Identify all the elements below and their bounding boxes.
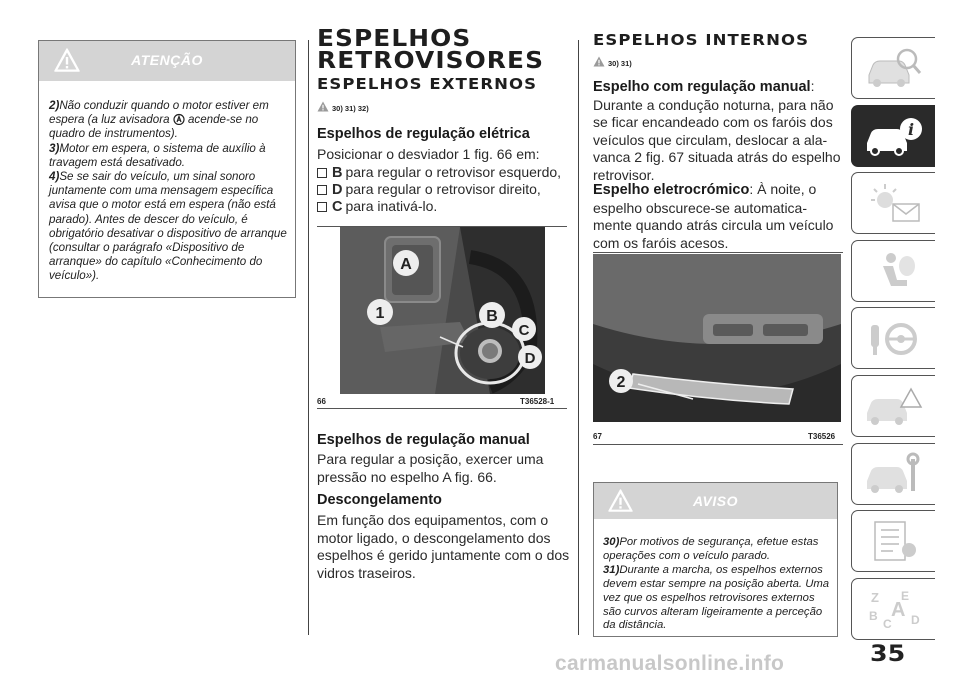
warning-header: [39, 41, 295, 81]
column-divider: [308, 40, 309, 635]
notice-text: [594, 519, 837, 633]
electric-mirrors-intro: Posicionar o desviador 1 fig. 66 em:: [317, 146, 540, 162]
internal-mirrors-title: ESPELHOS INTERNOS: [593, 31, 810, 49]
car-warning-triangle-icon: [863, 383, 925, 429]
svg-text:E: E: [900, 588, 909, 603]
warning-refs-text: 30) 31) 32): [332, 104, 369, 113]
figure-number: 66: [317, 397, 326, 406]
option-text: para inativá-lo.: [345, 198, 438, 214]
defrost-text: Em função dos equipamentos, com o motor ligado, o descongelamento dos espelhos é gerido juntamente com o dos vidros traseiros.: [317, 512, 570, 581]
manual-adjust-text: : Durante a condução noturna, para não se ficar encandeado com os faróis dos veículos que circulam, deslocar a ala-vanca 2 fig. 67 situada atrás do espelho retrovisor.: [593, 78, 841, 183]
alphabet-index-icon: [863, 586, 925, 632]
warning-item-text: acende-se no quadro de instrumentos).: [49, 113, 259, 141]
car-info-icon: [863, 113, 925, 159]
option-text: para regular o retrovisor esquerdo,: [345, 164, 562, 180]
tab-starting-driving[interactable]: [851, 307, 935, 369]
manual-mirrors-title: Espelhos de regulação manual: [317, 432, 530, 448]
tab-vehicle-knowledge[interactable]: [851, 37, 935, 99]
notice-item-number: 30): [603, 536, 620, 548]
checkbox-bullet-icon: [317, 202, 327, 212]
option-letter: D: [332, 182, 343, 198]
notice-header: [594, 483, 837, 519]
figure-number: 67: [593, 432, 602, 441]
option-item: [317, 164, 561, 181]
callout-label: A: [400, 256, 412, 273]
section-title: [317, 28, 544, 72]
svg-text:A: A: [890, 598, 905, 621]
warning-triangle-icon: [317, 101, 329, 112]
callout-label: B: [486, 308, 498, 325]
callout-label: 2: [616, 374, 626, 391]
watermark: carmanualsonline.info: [555, 652, 785, 675]
svg-text:Z: Z: [870, 589, 879, 605]
option-item: [317, 198, 437, 215]
notice-item-text: Por motivos de segurança, efetue estas operações com o veículo parado.: [603, 536, 819, 562]
tab-emergency[interactable]: [851, 375, 935, 437]
defrost-title: Descongelamento: [317, 492, 442, 508]
option-item: [317, 181, 541, 198]
warning-refs: [593, 56, 632, 68]
warning-light-mail-icon: [863, 180, 925, 226]
auto-stop-indicator-icon: [173, 113, 185, 125]
warning-refs-text: 30) 31): [608, 59, 632, 68]
notice-item: [603, 536, 831, 564]
car-wrench-icon: [863, 451, 925, 497]
notice-item: [603, 564, 831, 634]
figure-bottom-rule: [317, 408, 567, 409]
page-number: 35: [870, 642, 906, 667]
manual-mirrors-text: Para regular a posição, exercer uma pressão no espelho A fig. 66.: [317, 451, 544, 485]
option-letter: C: [332, 199, 343, 215]
chapter-tabs: [851, 37, 935, 645]
tab-safety[interactable]: [851, 240, 935, 302]
svg-text:i: i: [907, 119, 914, 139]
electric-mirrors-title: Espelhos de regulação elétrica: [317, 126, 530, 142]
callout-label: D: [524, 350, 536, 367]
warning-refs: [317, 101, 369, 113]
svg-text:B: B: [868, 608, 878, 623]
electrochromic-paragraph: [593, 181, 843, 252]
notice-item-number: 31): [603, 563, 620, 576]
notice-box: [593, 482, 838, 637]
warning-item-text: Motor em espera, o sistema de auxílio à travagem está desativado.: [49, 141, 266, 169]
airbag-seat-icon: [863, 248, 925, 294]
warning-item: [49, 99, 290, 142]
warning-item: [49, 142, 290, 170]
option-text: para regular o retrovisor direito,: [345, 181, 541, 197]
tab-maintenance[interactable]: [851, 443, 935, 505]
warning-item-number: 4): [49, 170, 60, 184]
warning-item-text: Se se sair do veículo, um sinal sonoro juntamente com uma mensagem específica avisa que o motor está em espera (não está parado). Antes de descer do veículo, é obrigatório desativar o dispositivo de arranque (consultar o parágrafo «Dispositivo de arranque» do capítulo «Conhecimento do veículo»).: [49, 170, 287, 283]
warning-item-number: 2): [49, 99, 60, 112]
option-letter: B: [332, 165, 343, 181]
warning-triangle-icon: [593, 56, 605, 67]
external-mirrors-title: ESPELHOS EXTERNOS: [317, 75, 538, 93]
electrochromic-label: Espelho eletrocrómico: [593, 182, 750, 198]
svg-text:D: D: [910, 612, 920, 627]
notice-title: AVISO: [692, 493, 739, 509]
warning-text: [39, 81, 295, 284]
car-search-icon: [863, 45, 925, 91]
figure-bottom-rule: [593, 444, 843, 445]
section-title-line: RETROVISORES: [317, 48, 545, 74]
tab-warning-lights[interactable]: [851, 172, 935, 234]
svg-text:C: C: [882, 616, 892, 631]
checkbox-bullet-icon: [317, 185, 327, 195]
figure-66-image: [340, 227, 545, 394]
tab-index[interactable]: [851, 578, 935, 640]
checklist-icon: [863, 518, 925, 564]
figure-code: T36528-1: [520, 397, 555, 406]
warning-item: [49, 170, 290, 284]
figure-top-rule: [593, 252, 843, 253]
figure-67-image: [593, 254, 841, 422]
section-title-line: ESPELHOS: [317, 26, 472, 52]
manual-adjust-label: Espelho com regulação manual: [593, 79, 811, 95]
tab-technical-data[interactable]: [851, 510, 935, 572]
key-steering-wheel-icon: [863, 315, 925, 361]
callout-label: C: [518, 322, 530, 339]
mirror-control-illustration: [340, 227, 545, 394]
rearview-mirror-illustration: [593, 254, 841, 422]
warning-box: [38, 40, 296, 298]
electrochromic-text: : À noite, o espelho obscurece-se automatica-mente quando atrás circula um veículo com os faróis acesos.: [593, 181, 834, 251]
tab-dashboard[interactable]: [851, 105, 935, 167]
notice-item-text: Durante a marcha, os espelhos externos devem estar sempre na posição aberta. Uma vez que os espelhos retrovisores externos são curvos alteram ligeiramente a perceção da distância.: [603, 563, 830, 632]
warning-item-number: 3): [49, 141, 60, 155]
checkbox-bullet-icon: [317, 168, 327, 178]
warning-item-text: Não conduzir quando o motor estiver em espera (a luz avisadora: [49, 99, 269, 127]
manual-adjust-paragraph: [593, 78, 843, 184]
callout-label: 1: [375, 305, 385, 322]
column-divider: [578, 40, 579, 635]
warning-title: ATENÇÃO: [131, 52, 203, 68]
figure-code: T36526: [808, 432, 836, 441]
